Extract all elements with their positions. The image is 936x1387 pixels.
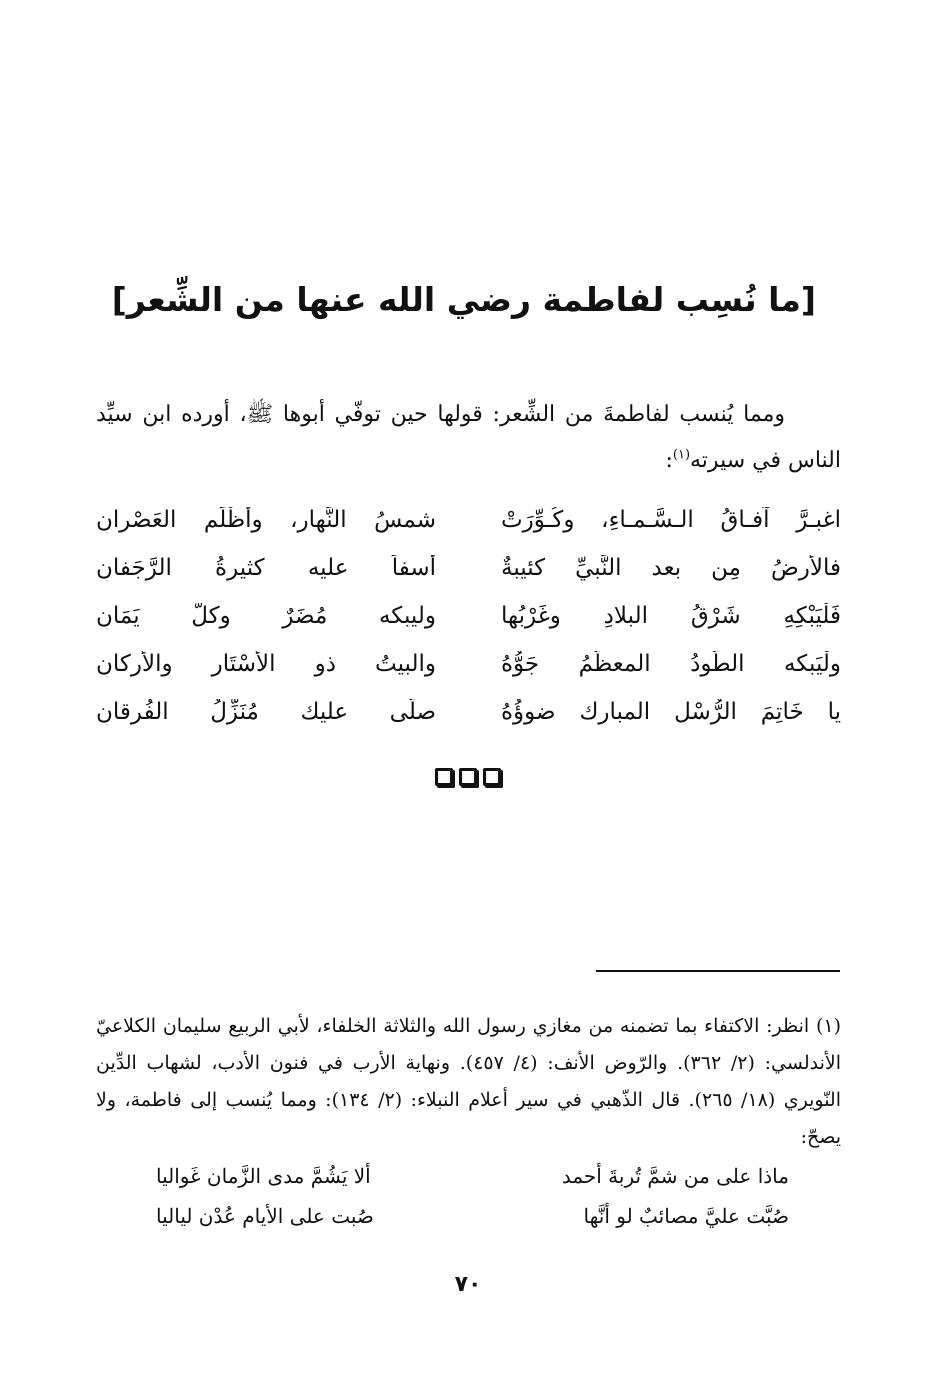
section-title: [ما نُسِب لفاطمة رضي الله عنها من الشِّعر] [111,280,816,319]
square-ornament-icon [435,768,453,786]
verse-second-hemistich: وليبكه مُضَرٌ وكلُّ يَمَانِ [96,603,436,629]
footnote-separator [596,970,840,972]
poem-verse [96,688,841,736]
verse-second-hemistich: صُبت على الأيام عُدْن لياليا [156,1203,374,1228]
intro-paragraph [96,392,841,484]
footnote-text: (١) انظر: الاكتفاء بما تضمنه من مغازي رسول الله والثلاثة الخلفاء، لأبي الربيع سليمان الكلاعيّ الأندلسي: (٢/ ٣٦٢). والرّوض الأنف: (٤/ ٤٥٧). ونهاية الأرب في فنون الأدب، لشهاب الدِّين النّويري (١٨/ ٢٦٥). قال الذّهبي في سير أعلام النبلاء: (٢/ ١٣٤): ومما يُنسب إلى فاطمة، ولا يصحّ: [96,1015,841,1148]
verse-second-hemistich: صلَّى عليك مُنَزِّلُ الفُرقانِ [96,699,436,725]
footnote-reference: (١) [672,447,691,463]
poem-verse [96,544,841,592]
footnote-verse [156,1156,789,1196]
verse-first-hemistich: فَلْيَبْكِهِ شَرْقُ البلادِ وغَرْبُها [501,603,841,629]
verse-first-hemistich: صُبَّت عليَّ مصائبٌ لو أنَّها [583,1203,789,1228]
poem-verse [96,640,841,688]
verse-first-hemistich: فالأرضُ مِن بعد النَّبيِّ كئيبةٌ [501,555,841,581]
verse-first-hemistich: يا خَاتِمَ الرُّسْل المبارك ضوؤُهُ [501,699,841,725]
poem-verse [96,592,841,640]
poem-verse [96,496,841,544]
section-end-ornament [0,768,936,786]
verse-second-hemistich: ألا يَشُمَّ مدى الزَّمان غَواليا [156,1163,371,1188]
verse-second-hemistich: أسفاً عليه كثيرةُ الرَّجَفانِ [96,555,436,581]
square-ornament-icon [483,768,501,786]
footnote-poem [96,1156,841,1236]
verse-second-hemistich: والبيتُ ذو الأسْتَار والأركانِ [96,651,436,677]
verse-first-hemistich: ولْيَبكه الطَّودُ المعظَّمُ جَوُّهُ [501,651,841,677]
intro-colon: : [665,448,673,473]
verse-first-hemistich: اغبـرَّ آفـاقُ الـسَّـمـاءِ، وكُـوِّرَتْ [501,507,841,533]
poem [96,496,841,736]
footnotes [96,1008,841,1236]
square-ornament-icon [459,768,477,786]
verse-first-hemistich: ماذا على من شمَّ تُربةَ أحمد [561,1163,789,1188]
intro-text: ومما يُنسب لفاطمةَ من الشِّعر: قولها حين توفّي أبوها ﷺ، أورده ابن سيِّد الناس في سيرته [96,402,841,473]
page-number: ٧٠ [454,1272,482,1297]
footnote-verse [156,1196,789,1236]
verse-second-hemistich: شمسُ النَّهار، وأظْلَم العَصْرانِ [96,507,436,533]
